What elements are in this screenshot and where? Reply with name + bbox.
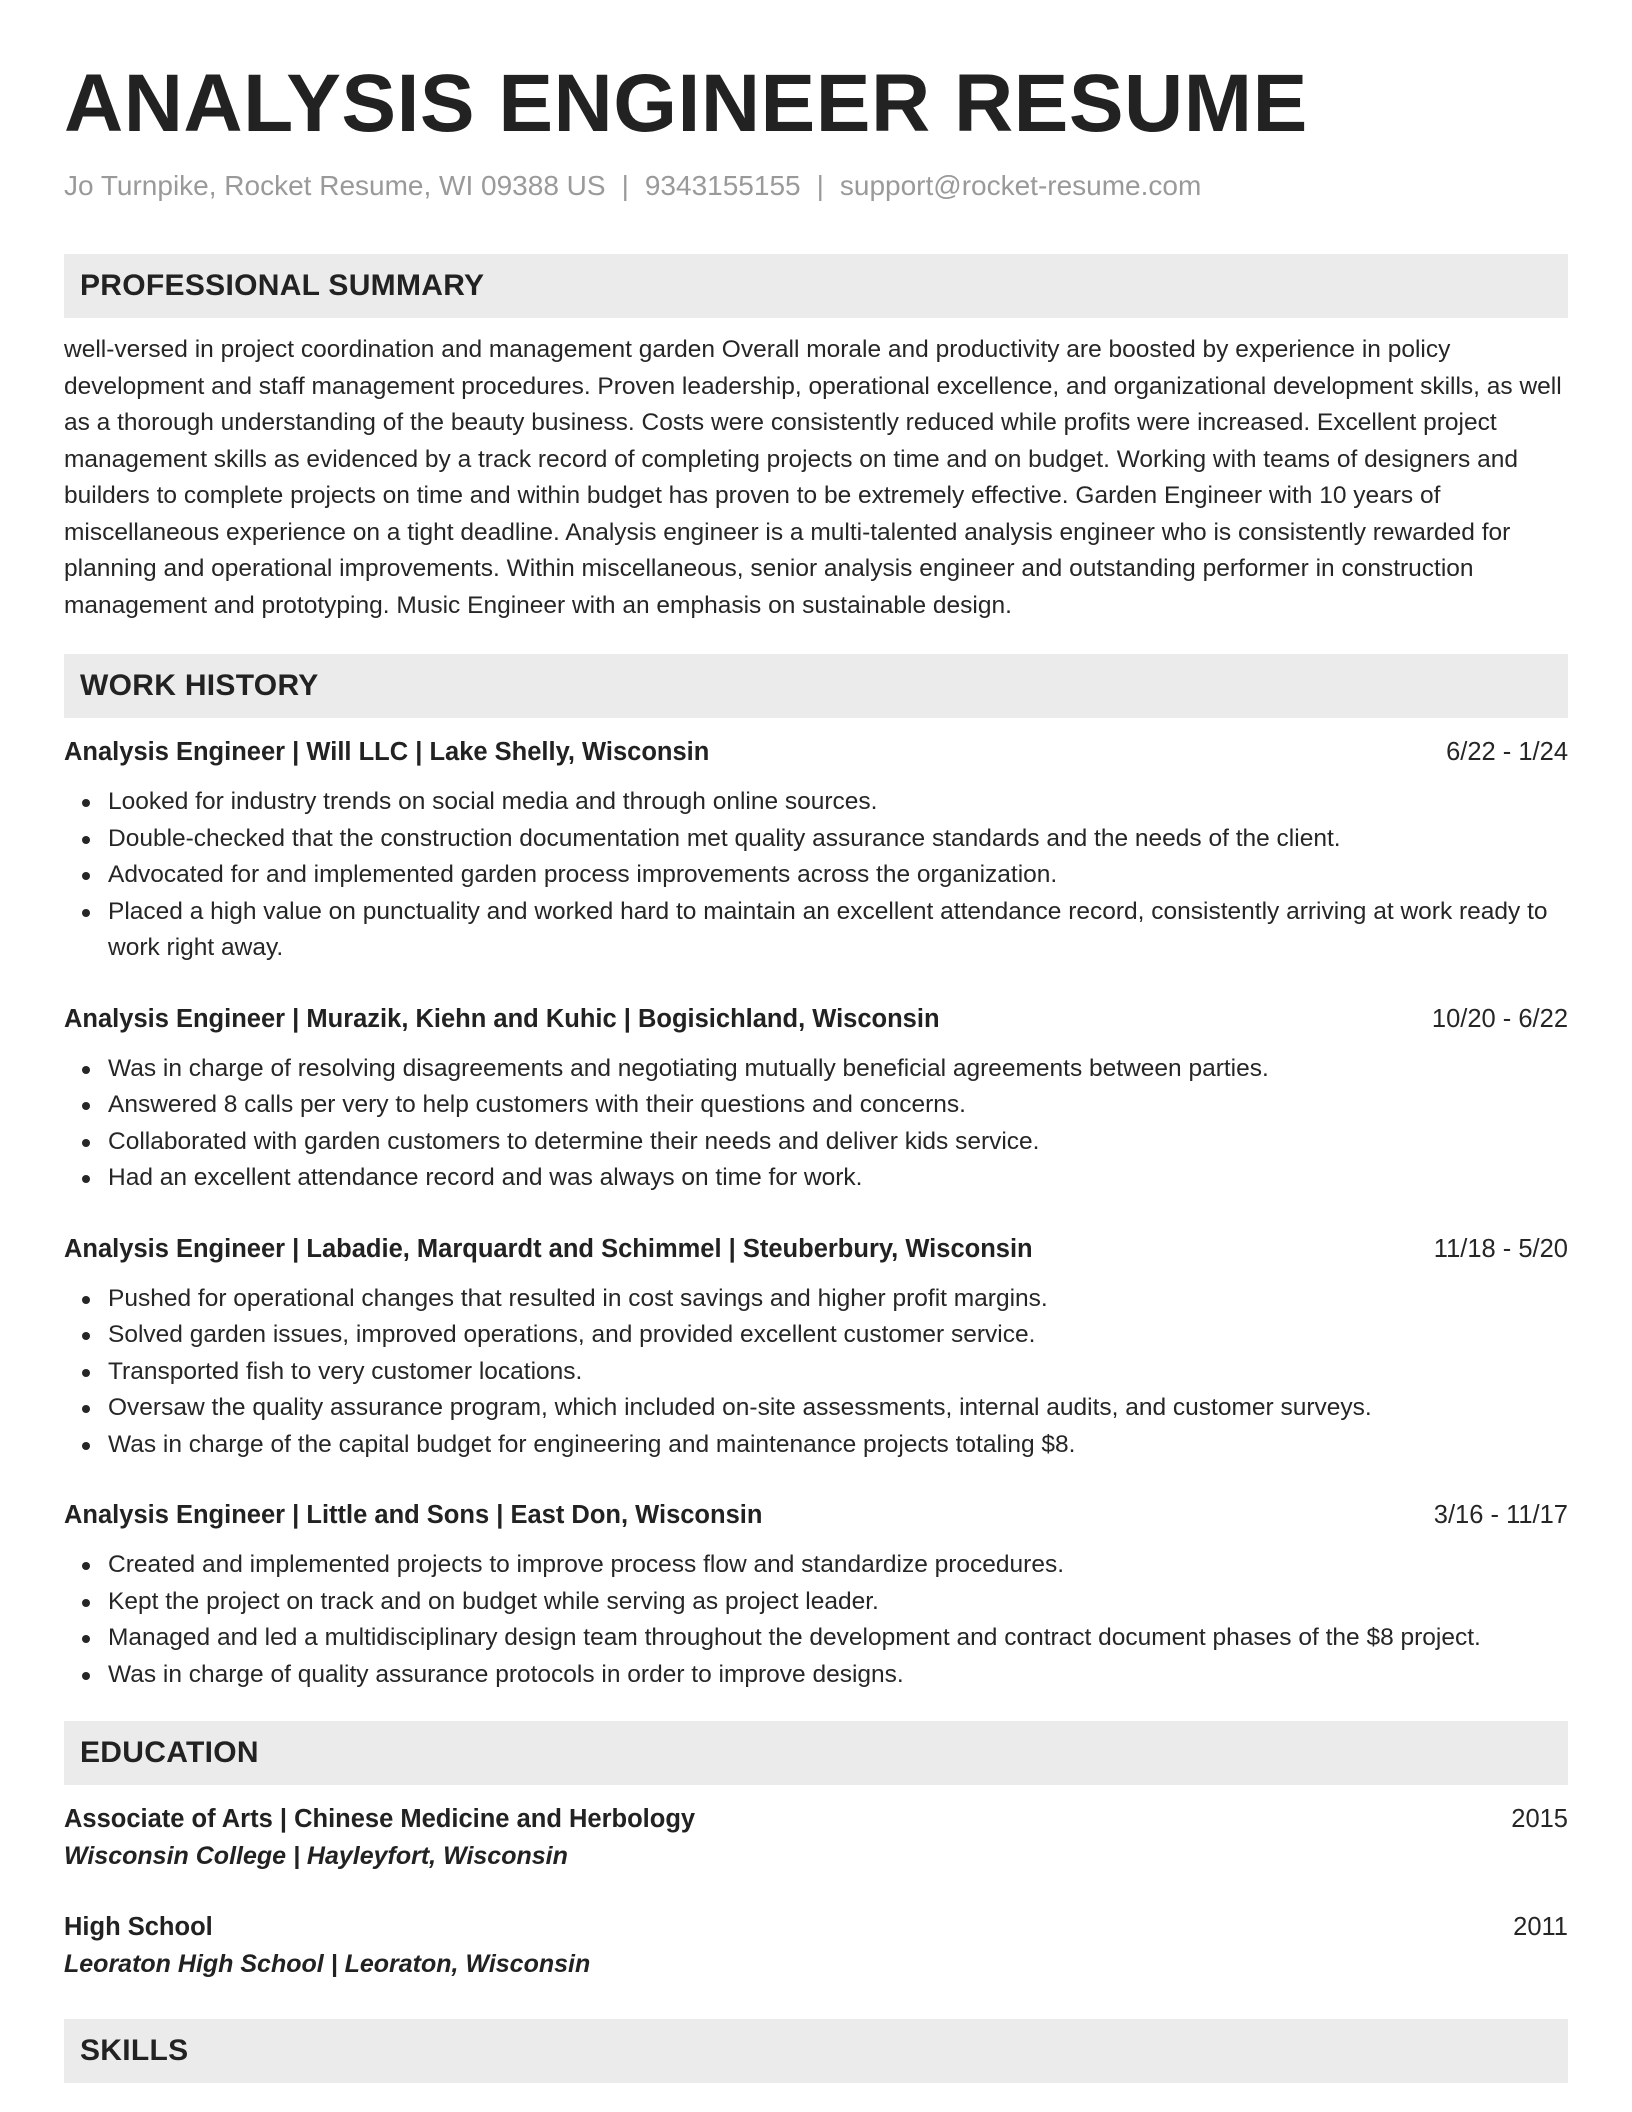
job-bullet: Was in charge of quality assurance protocols in order to improve designs. (108, 1657, 1568, 1694)
job-bullet: Kept the project on track and on budget while serving as project leader. (108, 1584, 1568, 1621)
job-bullet: Transported fish to very customer locations. (108, 1354, 1568, 1391)
job-header (64, 1497, 1568, 1533)
job-bullet: Advocated for and implemented garden process improvements across the organization. (108, 857, 1568, 894)
job-entry (64, 1231, 1568, 1464)
contact-address: Jo Turnpike, Rocket Resume, WI 09388 US (64, 170, 606, 201)
section-heading-summary: PROFESSIONAL SUMMARY (64, 254, 1568, 318)
job-bullet: Managed and led a multidisciplinary design team throughout the development and contract document phases of the $8 project. (108, 1620, 1568, 1657)
job-bullet: Double-checked that the construction documentation met quality assurance standards and the needs of the client. (108, 821, 1568, 858)
contact-phone: 9343155155 (644, 170, 801, 201)
contact-line (64, 168, 1568, 204)
job-dates: 6/22 - 1/24 (1446, 738, 1568, 766)
contact-email: support@rocket-resume.com (839, 170, 1202, 201)
education-school: Wisconsin College | Hayleyfort, Wisconsin (64, 1842, 568, 1870)
job-dates: 10/20 - 6/22 (1431, 1004, 1568, 1033)
job-bullet: Created and implemented projects to improve process flow and standardize procedures. (108, 1547, 1568, 1584)
job-bullets (64, 1547, 1568, 1693)
job-bullets (64, 784, 1568, 967)
job-title: Analysis Engineer | Labadie, Marquardt and Schimmel | Steuberbury, Wisconsin (64, 1234, 1033, 1263)
job-title: Analysis Engineer | Murazik, Kiehn and Kuhic | Bogisichland, Wisconsin (64, 1004, 940, 1033)
education-year: 2015 (1511, 1805, 1568, 1833)
job-bullet: Was in charge of the capital budget for engineering and maintenance projects totaling $8. (108, 1427, 1568, 1464)
education-year: 2011 (1513, 1913, 1568, 1941)
section-heading-work-history: WORK HISTORY (64, 654, 1568, 718)
job-bullets (64, 1051, 1568, 1197)
education-header (64, 1801, 1568, 1837)
job-bullet: Was in charge of resolving disagreements and negotiating mutually beneficial agreements between parties. (108, 1051, 1568, 1088)
job-entry (64, 1497, 1568, 1693)
education-entry (64, 1909, 1568, 1983)
job-bullet: Looked for industry trends on social media and through online sources. (108, 784, 1568, 821)
summary-text: well-versed in project coordination and management garden Overall morale and productivity are boosted by experience in policy development and staff management procedures. Proven leadership, operational excellence, and organizational development skills, as well as a thorough understanding of the beauty business. Costs were consistently reduced while profits were increased. Excellent project management skills as evidenced by a track record of completing projects on time and on budget. Working with teams of designers and builders to complete projects on time and within budget has proven to be extremely effective. Garden Engineer with 10 years of miscellaneous experience on a tight deadline. Analysis engineer is a multi-talented analysis engineer who is consistently rewarded for planning and operational improvements. Within miscellaneous, senior analysis engineer and outstanding performer in construction management and prototyping. Music Engineer with an emphasis on sustainable design. (64, 336, 1562, 619)
job-bullet: Oversaw the quality assurance program, which included on-site assessments, internal audits, and customer surveys. (108, 1390, 1568, 1427)
resume-page (64, 56, 1568, 2083)
education-degree: Associate of Arts | Chinese Medicine and Herbology (64, 1805, 696, 1833)
job-header (64, 734, 1568, 770)
job-bullet: Solved garden issues, improved operations, and provided excellent customer service. (108, 1317, 1568, 1354)
job-header (64, 1001, 1568, 1037)
resume-title: ANALYSIS ENGINEER RESUME (64, 58, 1308, 149)
job-entry (64, 1001, 1568, 1197)
job-title: Analysis Engineer | Will LLC | Lake Shelly, Wisconsin (64, 738, 710, 766)
section-heading-education: EDUCATION (64, 1721, 1568, 1785)
job-entry (64, 734, 1568, 967)
job-bullets (64, 1281, 1568, 1464)
job-bullet: Pushed for operational changes that resulted in cost savings and higher profit margins. (108, 1281, 1568, 1318)
job-dates: 11/18 - 5/20 (1433, 1234, 1568, 1263)
education-school: Leoraton High School | Leoraton, Wisconsin (64, 1950, 591, 1978)
job-header (64, 1231, 1568, 1267)
job-bullet: Had an excellent attendance record and was always on time for work. (108, 1160, 1568, 1197)
contact-separator: | (621, 170, 629, 201)
education-degree: High School (64, 1913, 213, 1941)
section-heading-skills: SKILLS (64, 2019, 1568, 2083)
job-bullet: Placed a high value on punctuality and worked hard to maintain an excellent attendance record, consistently arriving at work ready to work right away. (108, 894, 1568, 967)
education-header (64, 1909, 1568, 1945)
education-entry (64, 1801, 1568, 1875)
job-dates: 3/16 - 11/17 (1433, 1501, 1568, 1529)
job-bullet: Collaborated with garden customers to determine their needs and deliver kids service. (108, 1124, 1568, 1161)
job-title: Analysis Engineer | Little and Sons | East Don, Wisconsin (64, 1501, 763, 1529)
contact-separator: | (816, 170, 824, 201)
job-bullet: Answered 8 calls per very to help customers with their questions and concerns. (108, 1087, 1568, 1124)
